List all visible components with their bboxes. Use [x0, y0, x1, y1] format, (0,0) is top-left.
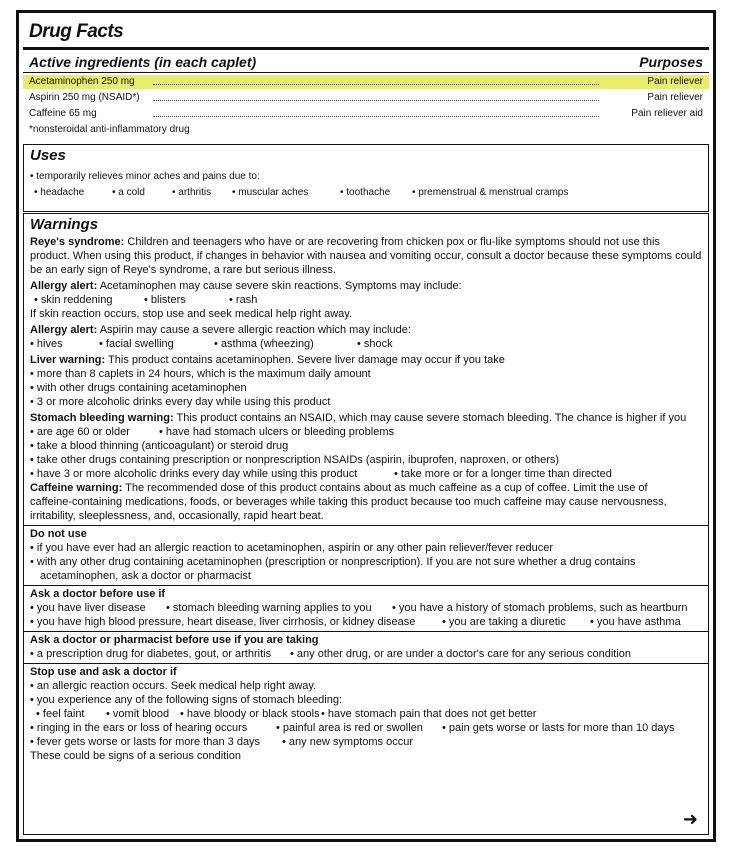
allergy-alert-1 — [30, 280, 702, 292]
caffeine-text-1: The recommended dose of this product contains about as much caffeine as a cup of coffee. Limit the use of — [122, 482, 648, 494]
do-not-use-item: • with any other drug containing acetaminophen (prescription or nonprescription). If you are not sure whether a drug contains — [30, 556, 636, 568]
reyes-text-1: Children and teenagers who have or are recovering from chicken pox or flu-like symptoms should not use this — [124, 236, 660, 248]
ingredient-name: Caffeine 65 mg — [29, 108, 97, 119]
stomach-text: This product contains an NSAID, which may cause severe stomach bleeding. The chance is higher if you — [173, 412, 687, 424]
bleeding-sign: • vomit blood — [106, 708, 170, 720]
caffeine-text-3: irritability, sleeplessness, and, occasionally, rapid heart beat. — [30, 510, 324, 522]
continue-arrow-icon: ➜ — [682, 809, 698, 829]
ingredient-purpose: Pain reliever — [647, 92, 703, 103]
stop-use-item: • painful area is red or swollen — [276, 722, 423, 734]
stomach-label: Stomach bleeding warning: — [30, 412, 174, 424]
active-ingredients-heading: Active ingredients (in each caplet) — [29, 54, 257, 70]
liver-text: This product contains acetaminophen. Severe liver damage may occur if you take — [105, 354, 505, 366]
section-divider — [24, 585, 708, 586]
symptom-item: • asthma (wheezing) — [214, 338, 314, 350]
liver-item: • with other drugs containing acetaminophen — [30, 382, 247, 394]
leader-dots — [153, 116, 599, 117]
active-ingredients-section — [23, 17, 709, 143]
ask-doctor-item: • you have liver disease — [30, 602, 146, 614]
liver-label: Liver warning: — [30, 354, 106, 366]
symptom-item: • facial swelling — [99, 338, 174, 350]
reyes-line-3: be an early sign of Reye's syndrome, a rare but serious illness. — [30, 264, 336, 276]
do-not-use-item: acetaminophen, ask a doctor or pharmacist — [40, 570, 251, 582]
ask-doctor-item: • you have asthma — [590, 616, 681, 628]
ask-pharmacist-item: • a prescription drug for diabetes, gout, or arthritis — [30, 648, 272, 660]
panel-title: Drug Facts — [29, 21, 124, 42]
title-rule — [23, 47, 709, 50]
stop-use-item: • ringing in the ears or loss of hearing occurs — [30, 722, 248, 734]
ask-pharmacist-item: • any other drug, or are under a doctor's care for any serious condition — [290, 648, 632, 660]
stomach-item: • take more or for a longer time than directed — [394, 468, 612, 480]
ingredient-name: Aspirin 250 mg (NSAID*) — [29, 92, 140, 103]
allergy-label: Allergy alert: — [30, 280, 98, 292]
section-divider — [24, 663, 708, 664]
uses-section — [23, 144, 709, 212]
allergy-text: Acetaminophen may cause severe skin reactions. Symptoms may include: — [97, 280, 462, 292]
use-item: • arthritis — [172, 187, 212, 198]
stop-use-item: • you experience any of the following signs of stomach bleeding: — [30, 694, 343, 706]
leader-dots — [153, 100, 599, 101]
stomach-item: • are age 60 or older — [30, 426, 130, 438]
warnings-heading: Warnings — [30, 216, 99, 233]
reyes-line-1 — [30, 236, 702, 248]
use-item: • a cold — [112, 187, 145, 198]
use-item: • headache — [34, 187, 85, 198]
ingredient-row — [23, 91, 709, 105]
symptom-item: • shock — [357, 338, 393, 350]
stop-use-item: • an allergic reaction occurs. Seek medical help right away. — [30, 680, 317, 692]
liver-item: • 3 or more alcoholic drinks every day while using this product — [30, 396, 331, 408]
symptom-item: • hives — [30, 338, 63, 350]
caffeine-text-2: caffeine-containing medications, foods, or beverages while taking this product because too much caffeine may cause nervousness, — [30, 496, 667, 508]
bleeding-sign: • feel faint — [36, 708, 85, 720]
warnings-section — [23, 213, 709, 835]
use-item: • toothache — [340, 187, 391, 198]
purposes-heading: Purposes — [639, 54, 703, 70]
stomach-warning — [30, 412, 702, 424]
reyes-line-2: product. When using this product, if changes in behavior with nausea and vomiting occur, consult a doctor because these symptoms could — [30, 250, 702, 262]
section-divider — [24, 525, 708, 526]
bleeding-sign: • have stomach pain that does not get better — [321, 708, 537, 720]
do-not-use-item: • if you have ever had an allergic reaction to acetaminophen, aspirin or any other pain reliever/fever reducer — [30, 542, 553, 554]
stomach-item: • take other drugs containing prescription or nonprescription NSAIDs (aspirin, ibuprofen, naproxen, or others) — [30, 454, 560, 466]
allergy-text: Aspirin may cause a severe allergic reaction which may include: — [97, 324, 411, 336]
liver-item: • more than 8 caplets in 24 hours, which is the maximum daily amount — [30, 368, 371, 380]
stop-use-item: • any new symptoms occur — [282, 736, 414, 748]
stomach-item: • have 3 or more alcoholic drinks every day while using this product — [30, 468, 358, 480]
symptom-item: • rash — [229, 294, 258, 306]
ask-doctor-item: • you have a history of stomach problems, such as heartburn — [392, 602, 688, 614]
caffeine-label: Caffeine warning: — [30, 482, 123, 494]
stop-use-item: • fever gets worse or lasts for more than 3 days — [30, 736, 261, 748]
use-item: • premenstrual & menstrual cramps — [412, 187, 569, 198]
ingredient-purpose: Pain reliever — [647, 76, 703, 87]
nsaid-footnote: *nonsteroidal anti-inflammatory drug — [29, 124, 190, 135]
liver-warning — [30, 354, 702, 366]
leader-dots — [153, 84, 599, 85]
ingredient-row — [23, 75, 709, 89]
ingredients-rule — [23, 72, 709, 73]
serious-condition-note: These could be signs of a serious condition — [30, 750, 241, 762]
do-not-use-heading: Do not use — [30, 528, 87, 540]
stomach-item: • have had stomach ulcers or bleeding problems — [159, 426, 394, 438]
uses-heading: Uses — [30, 147, 66, 164]
reyes-label: Reye's syndrome: — [30, 236, 125, 248]
caffeine-warning — [30, 482, 702, 494]
ask-doctor-item: • stomach bleeding warning applies to you — [166, 602, 372, 614]
allergy-label: Allergy alert: — [30, 324, 98, 336]
ask-doctor-item: • you are taking a diuretic — [442, 616, 566, 628]
skin-reaction-note: If skin reaction occurs, stop use and seek medical help right away. — [30, 308, 353, 320]
ask-doctor-item: • you have high blood pressure, heart disease, liver cirrhosis, or kidney disease — [30, 616, 416, 628]
ingredient-row — [23, 107, 709, 121]
symptom-item: • blisters — [144, 294, 186, 306]
ingredient-purpose: Pain reliever aid — [631, 108, 703, 119]
stop-use-item: • pain gets worse or lasts for more than 10 days — [442, 722, 675, 734]
section-divider — [24, 631, 708, 632]
ask-pharmacist-heading: Ask a doctor or pharmacist before use if you are taking — [30, 634, 319, 646]
use-item: • muscular aches — [232, 187, 309, 198]
symptom-item: • skin reddening — [34, 294, 113, 306]
ask-doctor-heading: Ask a doctor before use if — [30, 588, 166, 600]
bleeding-sign: • have bloody or black stools — [180, 708, 320, 720]
stop-use-heading: Stop use and ask a doctor if — [30, 666, 177, 678]
uses-intro: • temporarily relieves minor aches and pains due to: — [30, 171, 260, 182]
ingredient-name: Acetaminophen 250 mg — [29, 76, 135, 87]
drug-facts-panel — [16, 10, 716, 842]
stomach-item: • take a blood thinning (anticoagulant) or steroid drug — [30, 440, 289, 452]
allergy-alert-2 — [30, 324, 702, 336]
